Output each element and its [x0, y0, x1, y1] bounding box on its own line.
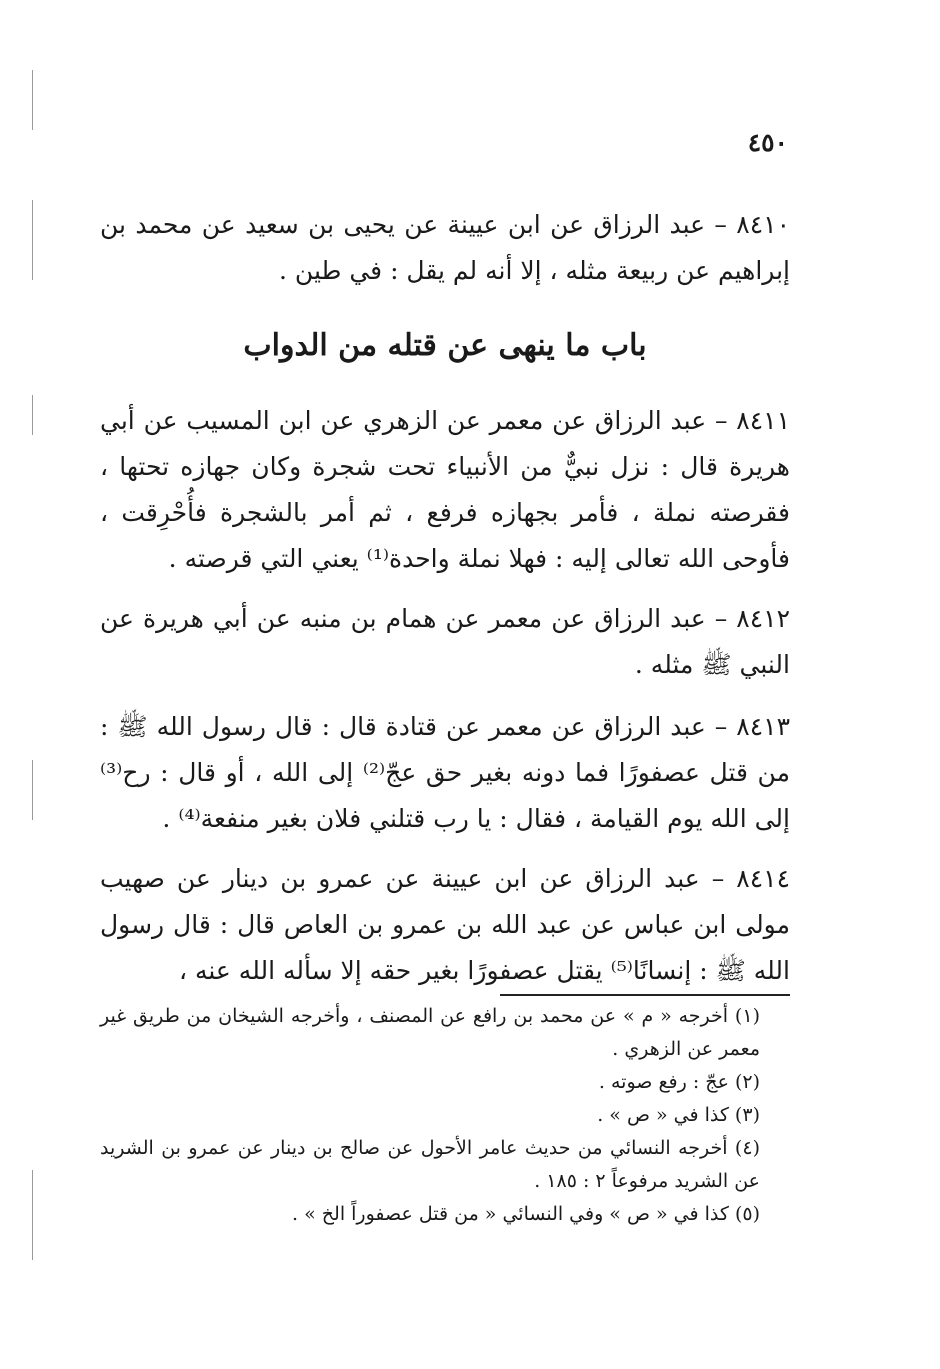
hadith-8412: ٨٤١٢ – عبد الرزاق عن معمر عن همام بن منبه عن أبي هريرة عن النبي ﷺ مثله .	[100, 604, 790, 679]
section-title: باب ما ينهى عن قتله من الدواب	[243, 328, 647, 363]
footnote-separator	[500, 994, 790, 996]
hadith-8411: ٨٤١١ – عبد الرزاق عن معمر عن الزهري عن ابن المسيب عن أبي هريرة قال : نزل نبيٌّ من الأنبياء تحت شجرة وكان جهازه تحتها ، فقرصته نملة ، فأمر بجهازه فرفع ، ثم أمر بالشجرة فأُحْرِقت ، فأوحى الله تعالى إليه : فهلا نملة واحدة⁽¹⁾ يعني التي قرصته .	[100, 406, 790, 573]
scan-margin-line	[32, 200, 33, 280]
footnote-3: (٣) كذا في « ص » .	[597, 1104, 760, 1126]
scan-margin-line	[32, 395, 33, 435]
scan-margin-line	[32, 70, 33, 130]
footnote-2: (٢) عجّ : رفع صوته .	[598, 1071, 760, 1093]
footnote-5: (٥) كذا في « ص » وفي النسائي « من قتل عصفوراً الخ » .	[292, 1203, 760, 1225]
hadith-8410: ٨٤١٠ – عبد الرزاق عن ابن عيينة عن يحيى بن سعيد عن محمد بن إبراهيم عن ربيعة مثله ، إلا أنه لم يقل : في طين .	[100, 210, 790, 285]
page-number: ٤٥٠	[747, 128, 788, 157]
scan-margin-line	[32, 760, 33, 820]
hadith-8413: ٨٤١٣ – عبد الرزاق عن معمر عن قتادة قال : قال رسول الله ﷺ : من قتل عصفورًا فما دونه بغير حق عجّ⁽²⁾ إلى الله ، أو قال : رح⁽³⁾ إلى الله يوم القيامة ، فقال : يا رب قتلني فلان بغير منفعة⁽⁴⁾ .	[100, 712, 790, 833]
footnote-1: (١) أخرجه « م » عن محمد بن رافع عن المصنف ، وأخرجه الشيخان من طريق غير معمر عن الزهري .	[100, 1005, 760, 1060]
footnote-4: (٤) أخرجه النسائي من حديث عامر الأحول عن صالح بن دينار عن عمرو بن الشريد عن الشريد مرفوعاً ٢ : ١٨٥ .	[100, 1137, 760, 1192]
scan-margin-line	[32, 1170, 33, 1260]
hadith-8414: ٨٤١٤ – عبد الرزاق عن ابن عيينة عن عمرو بن دينار عن صهيب مولى ابن عباس عن عبد الله بن عمرو بن العاص قال : قال رسول الله ﷺ : إنسانًا⁽⁵⁾ يقتل عصفورًا بغير حقه إلا سأله الله عنه ،	[100, 864, 790, 985]
footnotes	[100, 1000, 790, 1231]
